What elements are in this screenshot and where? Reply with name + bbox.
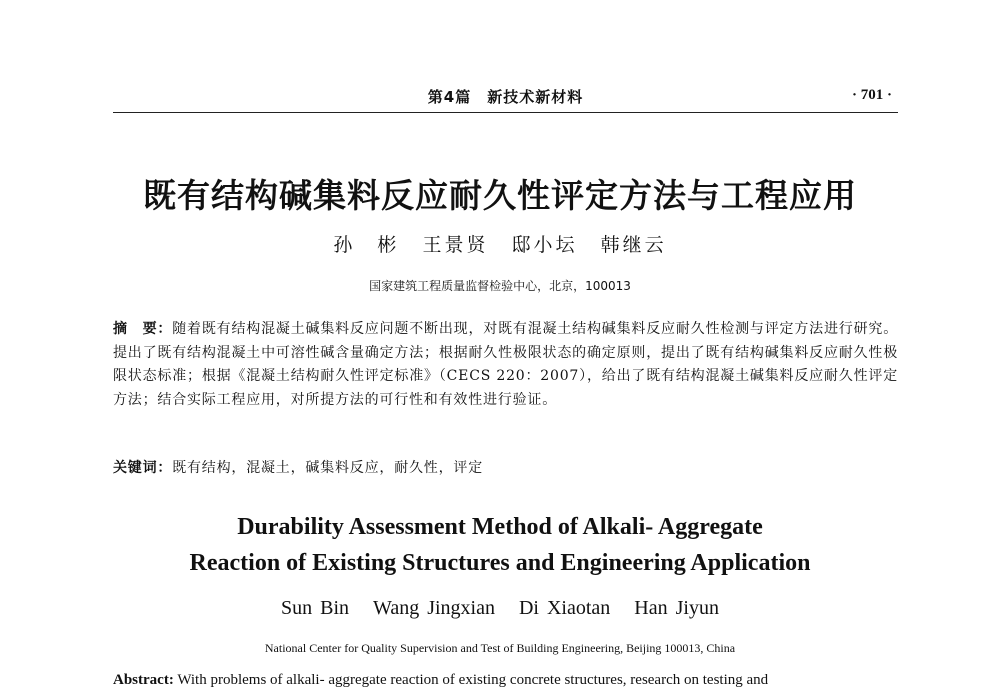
abstract-chinese <box>113 318 898 412</box>
title-english <box>0 509 1000 581</box>
abstract-zh-text: 随着既有结构混凝土碱集料反应问题不断出现，对既有混凝土结构碱集料反应耐久性检测与评定方法进行研究。提出了既有结构混凝土中可溶性碱含量确定方法；根据耐久性极限状态的确定原则，提出了既有结构碱集料反应耐久性极限状态标准；根据《混凝土结构耐久性评定标准》（CECS 220：2007），给出了既有结构混凝土碱集料反应耐久性评定方法；结合实际工程应用，对所提方法的可行性和有效性进行验证。 <box>113 321 898 408</box>
author-zh: 孙 彬 <box>333 234 400 256</box>
page-number: · 701 · <box>851 87 892 103</box>
authors-chinese <box>0 230 1000 257</box>
title-chinese: 既有结构碱集料反应耐久性评定方法与工程应用 <box>143 176 857 215</box>
section-title: 第4篇 新技术新材料 <box>427 88 584 106</box>
affiliation-english: National Center for Quality Supervision and Test of Building Engineering, Beijing 100013, China <box>264 641 736 655</box>
author-en: Di Xiaotan <box>518 597 611 619</box>
title-en-line2: Reaction of Existing Structures and Engineering Application <box>189 550 811 576</box>
keywords-zh-text: 既有结构，混凝土，碱集料反应，耐久性，评定 <box>172 460 484 476</box>
title-en-line1: Durability Assessment Method of Alkali- Aggregate <box>237 514 763 540</box>
running-header <box>113 84 898 113</box>
author-zh: 韩继云 <box>600 234 667 256</box>
keywords-chinese <box>113 457 898 477</box>
author-zh: 邸小坛 <box>511 234 578 256</box>
author-en: Han Jiyun <box>634 597 719 619</box>
abstract-en-label: Abstract: <box>113 672 174 688</box>
author-en: Wang Jingxian <box>373 597 495 619</box>
author-zh: 王景贤 <box>422 234 489 256</box>
affiliation-chinese: 国家建筑工程质量监督检验中心，北京，100013 <box>369 279 631 293</box>
authors-english <box>0 597 1000 620</box>
keywords-zh-label: 关键词： <box>113 460 173 476</box>
abstract-zh-label: 摘 要： <box>113 321 173 337</box>
abstract-en-text: With problems of alkali- aggregate reaction of existing concrete structures, research on testing and <box>177 672 769 688</box>
author-en: Sun Bin <box>281 597 350 619</box>
abstract-english <box>113 672 898 689</box>
